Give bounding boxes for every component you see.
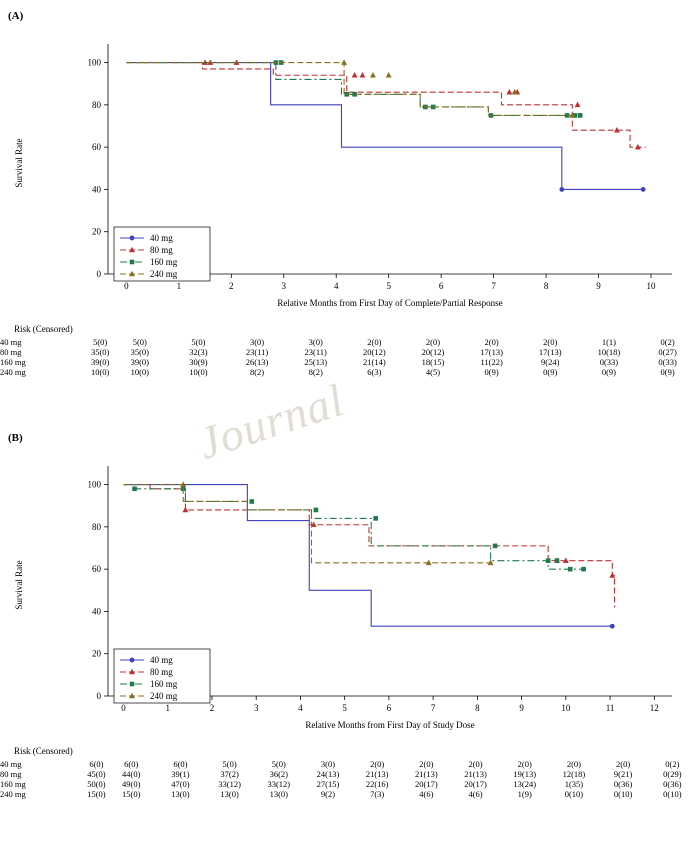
risk-row-label: 80 mg [0,347,22,357]
risk-cell: 23(11) [245,347,269,357]
x-tick-label: 9 [596,281,601,291]
risk-cell: 20(12) [421,347,445,357]
data-point-marker [610,624,614,628]
risk-cell: 1(35) [564,779,584,789]
x-tick-label: 12 [649,703,659,713]
panel-a [0,10,697,377]
risk-cell: 11(22) [480,357,503,367]
risk-cell: 2(0) [517,759,532,769]
risk-cell: 13(0) [220,789,239,799]
risk-cell: 17(13) [538,347,562,357]
risk-cell: 3(0) [308,337,323,347]
risk-cell: 21(14) [363,357,386,367]
risk-cell: 37(2) [220,769,239,779]
legend-label: 80 mg [150,667,173,677]
risk-cell: 50(0) [87,779,106,789]
risk-cell: 8(2) [308,367,323,377]
risk-row [0,779,697,789]
risk-cell: 12(18) [562,769,586,779]
x-tick-label: 0 [121,703,126,713]
y-tick-label: 80 [92,99,101,110]
risk-cell: 39(0) [130,357,149,367]
data-point-marker [565,113,569,117]
x-tick-label: 8 [543,281,549,291]
risk-cell: 25(13) [304,357,328,367]
risk-cell: 1(9) [517,789,532,799]
legend-label: 160 mg [150,257,178,267]
x-tick-label: 4 [298,703,303,713]
risk-cell: 0(9) [543,367,558,377]
data-point-marker [183,507,188,512]
risk-table-a [0,337,697,377]
risk-cell: 5(0) [271,759,286,769]
x-tick-label: 4 [333,281,339,291]
risk-cell: 4(6) [419,789,434,799]
risk-cell: 6(0) [124,759,139,769]
chart-a-svg [0,22,697,322]
x-tick-label: 10 [646,281,656,291]
risk-cell: 33(12) [267,779,291,789]
y-tick-label: 20 [92,648,101,659]
risk-cell: 18(15) [421,357,445,367]
series-line-40-mg [123,485,612,627]
panel-b [0,432,697,799]
risk-cell: 20(17) [464,779,487,789]
data-point-marker [578,113,582,117]
data-point-marker [374,516,378,520]
risk-cell: 35(0) [130,347,149,357]
data-point-marker [130,236,134,240]
risk-cell: 8(2) [249,367,265,377]
risk-cell: 0(36) [663,779,682,789]
risk-cell: 27(15) [316,779,340,789]
chart-b [0,444,697,744]
series-line-160-mg [126,63,575,116]
risk-cell: 2(0) [616,759,631,769]
risk-cell: 10(0) [189,367,208,377]
risk-row-label: 240 mg [0,367,26,377]
data-point-marker [130,658,134,662]
risk-row [0,367,697,377]
risk-row-label: 240 mg [0,789,26,799]
risk-row [0,759,697,769]
risk-cell: 2(0) [468,759,483,769]
x-tick-label: 1 [165,703,170,713]
y-tick-label: 0 [96,269,101,279]
risk-cell: 0(2) [665,759,680,769]
risk-cell: 5(0) [132,337,147,347]
risk-cell: 0(9) [660,367,675,377]
data-point-marker [641,187,645,191]
y-axis-label: Survival Rate [14,560,24,610]
y-tick-label: 80 [92,521,101,532]
risk-cell: 9(21) [613,769,633,779]
risk-cell: 21(13) [365,769,389,779]
y-tick-label: 60 [92,564,101,575]
risk-cell: 30(9) [189,357,208,367]
risk-cell: 39(0) [90,357,110,367]
risk-cell: 7(3) [370,789,385,799]
risk-cell: 10(18) [597,347,621,357]
risk-cell: 2(0) [543,337,558,347]
x-tick-label: 6 [386,703,392,713]
risk-cell: 47(0) [171,779,190,789]
x-tick-label: 0 [124,281,129,291]
risk-cell: 32(3) [189,347,208,357]
data-point-marker [371,73,376,78]
risk-cell: 45(0) [87,769,106,779]
data-point-marker [582,567,586,571]
x-tick-label: 6 [438,281,444,291]
risk-cell: 23(11) [304,347,327,357]
y-tick-label: 100 [87,479,101,490]
risk-row [0,337,697,347]
series-line-80-mg [123,485,614,608]
legend-label: 160 mg [150,679,178,689]
risk-cell: 0(27) [658,347,677,357]
legend-label: 80 mg [150,245,173,255]
risk-cell: 4(5) [425,367,441,377]
risk-cell: 26(13) [245,357,269,367]
y-tick-label: 100 [87,57,101,68]
risk-cell: 5(0) [191,337,206,347]
chart-a [0,22,697,322]
risk-cell: 44(0) [122,769,141,779]
risk-cell: 2(0) [425,337,441,347]
y-tick-label: 60 [92,142,101,153]
x-tick-label: 9 [519,703,524,713]
x-tick-label: 2 [209,703,215,713]
y-tick-label: 40 [92,184,101,195]
x-tick-label: 11 [605,703,615,713]
risk-cell: 6(3) [367,367,382,377]
legend-label: 40 mg [150,655,173,665]
series-line-40-mg [126,63,643,190]
risk-cell: 39(1) [171,769,190,779]
risk-cell: 13(24) [513,779,537,789]
risk-row [0,347,697,357]
series-line-160-mg [123,485,587,570]
risk-row [0,789,697,799]
x-axis-label: Relative Months from First Day of Complete/Partial Response [277,298,503,308]
x-tick-label: 3 [253,703,259,713]
risk-cell: 35(0) [90,347,110,357]
risk-row-label: 160 mg [0,357,26,367]
risk-cell: 6(0) [89,759,104,769]
x-tick-label: 5 [386,281,391,291]
risk-cell: 33(12) [218,779,241,789]
risk-cell: 2(0) [566,759,581,769]
risk-row-label: 160 mg [0,779,26,789]
x-tick-label: 5 [342,703,347,713]
risk-cell: 20(17) [415,779,438,789]
risk-cell: 19(13) [513,769,537,779]
risk-cell: 0(9) [601,367,616,377]
risk-cell: 0(33) [658,357,677,367]
legend-label: 240 mg [150,691,178,701]
x-tick-label: 10 [561,703,571,713]
risk-cell: 3(0) [320,759,336,769]
x-tick-label: 8 [475,703,480,713]
data-point-marker [133,487,137,491]
risk-cell: 20(12) [363,347,386,357]
chart-b-svg [0,444,697,744]
risk-cell: 2(0) [484,337,499,347]
data-point-marker [555,559,559,563]
data-point-marker [360,73,365,78]
risk-cell: 15(0) [87,789,106,799]
risk-table-b-title: Risk (Censored) [14,746,73,756]
risk-cell: 5(0) [93,337,108,347]
panel-b-label: (B) [8,432,23,444]
risk-cell: 9(24) [541,357,560,367]
risk-cell: 0(10) [613,789,633,799]
panel-a-label: (A) [8,10,24,22]
risk-cell: 0(10) [663,789,682,799]
risk-cell: 6(0) [173,759,188,769]
risk-cell: 1(1) [601,337,616,347]
risk-cell: 2(0) [370,759,385,769]
risk-row [0,357,697,367]
y-tick-label: 20 [92,226,101,237]
risk-cell: 0(10) [564,789,584,799]
x-tick-label: 2 [229,281,234,291]
risk-row-label: 40 mg [0,759,22,769]
risk-row-label: 80 mg [0,769,22,779]
risk-cell: 5(0) [222,759,237,769]
risk-cell: 4(6) [468,789,483,799]
risk-cell: 13(0) [269,789,288,799]
risk-table-a-title: Risk (Censored) [14,324,73,334]
x-tick-label: 7 [430,703,436,713]
x-tick-label: 7 [491,281,496,291]
legend-label: 240 mg [150,269,178,279]
risk-cell: 36(2) [269,769,288,779]
data-point-marker [352,73,357,78]
y-tick-label: 0 [96,691,101,701]
legend-label: 40 mg [150,233,173,243]
data-point-marker [130,260,134,264]
data-point-marker [130,682,134,686]
risk-cell: 2(0) [419,759,434,769]
risk-cell: 0(2) [660,337,675,347]
risk-cell: 2(0) [367,337,382,347]
series-line-80-mg [126,63,645,148]
risk-cell: 22(16) [365,779,389,789]
risk-cell: 49(0) [122,779,141,789]
x-tick-label: 1 [176,281,182,291]
risk-cell: 3(0) [249,337,265,347]
series-line-240-mg [126,63,572,116]
x-tick-label: 3 [281,281,287,291]
data-point-marker [314,508,318,512]
y-tick-label: 40 [92,606,101,617]
risk-cell: 9(2) [320,789,336,799]
data-point-marker [546,559,550,563]
risk-cell: 0(29) [663,769,682,779]
risk-cell: 21(13) [464,769,487,779]
x-axis-label: Relative Months from First Day of Study Dose [305,720,475,730]
risk-cell: 24(13) [316,769,340,779]
risk-cell: 15(0) [122,789,141,799]
series-line-240-mg [123,485,490,563]
risk-row [0,769,697,779]
risk-cell: 0(9) [484,367,499,377]
data-point-marker [250,499,254,503]
risk-table-b [0,759,697,799]
data-point-marker [386,73,391,78]
data-point-marker [575,102,580,107]
data-point-marker [507,90,512,95]
risk-cell: 0(33) [599,357,619,367]
watermark: Journal [191,374,351,469]
risk-cell: 10(0) [130,367,149,377]
data-point-marker [493,544,497,548]
risk-cell: 10(0) [90,367,110,377]
risk-cell: 17(13) [480,347,503,357]
risk-row-label: 40 mg [0,337,22,347]
risk-cell: 21(13) [415,769,438,779]
y-axis-label: Survival Rate [14,138,24,188]
risk-cell: 0(36) [613,779,633,789]
risk-cell: 13(0) [171,789,190,799]
data-point-marker [568,567,572,571]
data-point-marker [560,187,564,191]
